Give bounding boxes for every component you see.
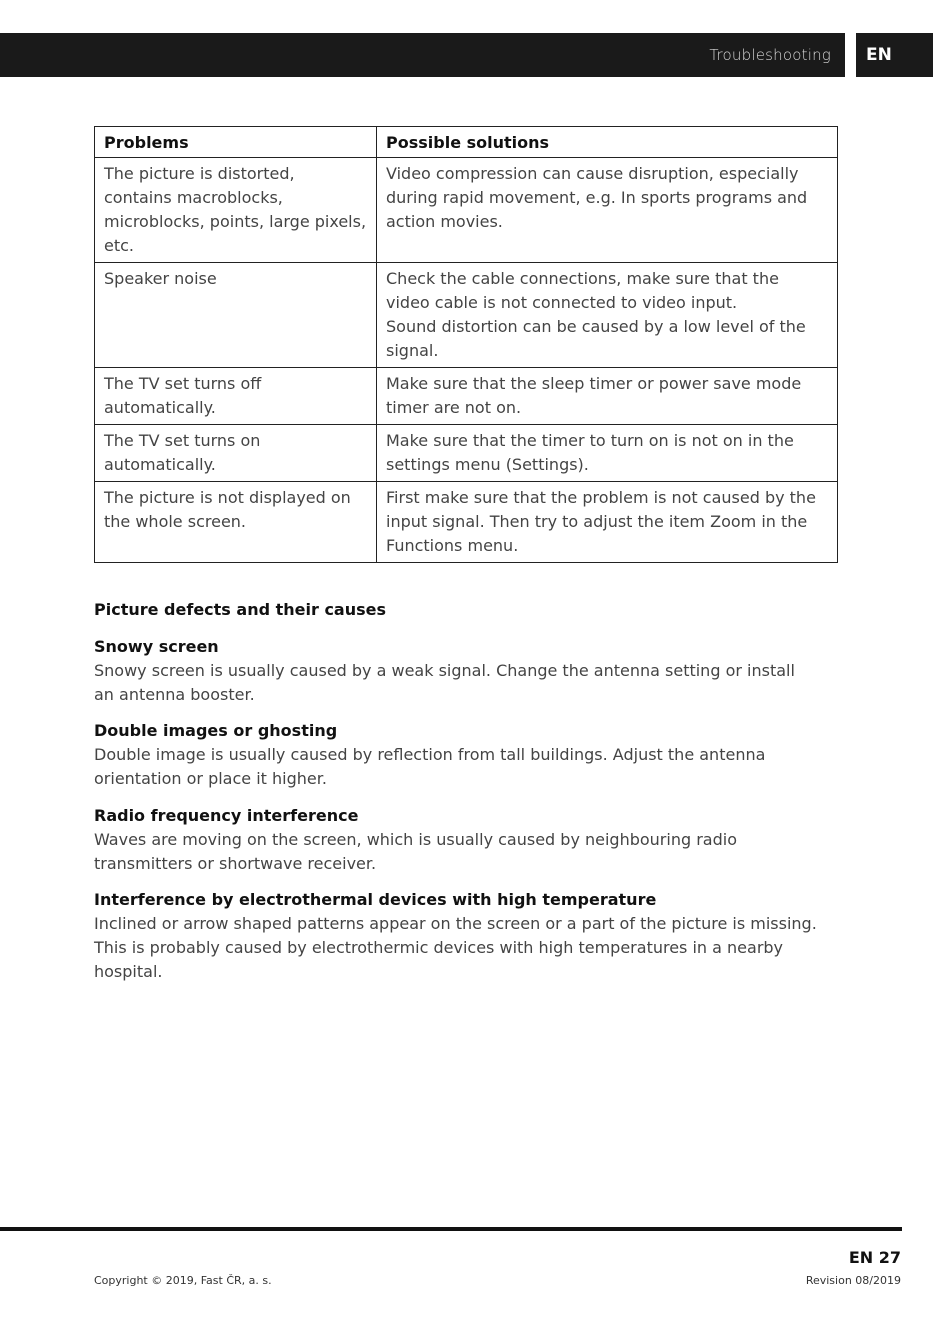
cell-line: The TV set turns off — [104, 374, 262, 393]
revision-text: Revision 08/2019 — [805, 1274, 901, 1287]
defect-line: transmitters or shortwave receiver. — [94, 854, 377, 873]
cell-line: action movies. — [386, 212, 503, 231]
cell-line: microblocks, points, large pixels, — [104, 212, 367, 231]
problem-cell — [95, 482, 377, 563]
cell-line: Make sure that the sleep timer or power save mode — [386, 374, 802, 393]
defect-line: This is probably caused by electrothermic devices with high temperatures in a nearby — [94, 938, 784, 957]
cell-line: Speaker noise — [104, 269, 217, 288]
cell-line: The picture is not displayed on — [104, 488, 351, 507]
cell-line: The picture is distorted, — [104, 164, 295, 183]
defects-title-block — [94, 598, 839, 622]
table-row — [95, 158, 838, 263]
cell-line: contains macroblocks, — [104, 188, 283, 207]
column-header-solutions: Possible solutions — [377, 127, 838, 158]
cell-line: during rapid movement, e.g. In sports programs and — [386, 188, 808, 207]
problem-cell — [95, 425, 377, 482]
defect-line: Waves are moving on the screen, which is usually caused by neighbouring radio — [94, 830, 737, 849]
cell-line: Sound distortion can be caused by a low level of the — [386, 317, 806, 336]
defect-heading: Interference by electrothermal devices with high temperature — [94, 890, 657, 909]
troubleshooting-table — [94, 126, 838, 563]
defect-line: hospital. — [94, 962, 163, 981]
defect-heading: Radio frequency interference — [94, 806, 359, 825]
cell-line: automatically. — [104, 398, 216, 417]
cell-line: Functions menu. — [386, 536, 519, 555]
problem-cell — [95, 368, 377, 425]
cell-line: First make sure that the problem is not caused by the — [386, 488, 816, 507]
cell-line: input signal. Then try to adjust the item Zoom in the — [386, 512, 808, 531]
defect-line: Double image is usually caused by reflection from tall buildings. Adjust the antenna — [94, 745, 766, 764]
page-number: EN 27 — [848, 1248, 901, 1267]
cell-line: automatically. — [104, 455, 216, 474]
cell-line: timer are not on. — [386, 398, 522, 417]
problem-cell — [95, 263, 377, 368]
copyright-text: Copyright © 2019, Fast ČR, a. s. — [94, 1274, 272, 1287]
cell-line: Check the cable connections, make sure that the — [386, 269, 779, 288]
cell-line: video cable is not connected to video input. — [386, 293, 738, 312]
solution-cell — [377, 263, 838, 368]
defect-line: orientation or place it higher. — [94, 769, 327, 788]
defect-double-images — [94, 719, 839, 791]
defect-electrothermal — [94, 888, 839, 984]
table-row — [95, 425, 838, 482]
defect-heading: Snowy screen — [94, 637, 219, 656]
solution-cell — [377, 482, 838, 563]
cell-line: settings menu (Settings). — [386, 455, 589, 474]
defect-line: Snowy screen is usually caused by a weak signal. Change the antenna setting or install — [94, 661, 795, 680]
table-row — [95, 482, 838, 563]
defect-line: an antenna booster. — [94, 685, 255, 704]
defect-radio-interference — [94, 804, 839, 876]
table-row — [95, 263, 838, 368]
header-bar — [0, 33, 845, 77]
table-header-row — [95, 127, 838, 158]
solution-cell — [377, 368, 838, 425]
cell-line: Video compression can cause disruption, especially — [386, 164, 799, 183]
cell-line: The TV set turns on — [104, 431, 261, 450]
problem-cell — [95, 158, 377, 263]
language-label: EN — [866, 45, 892, 65]
defect-snowy-screen — [94, 635, 839, 707]
solution-cell — [377, 425, 838, 482]
table-row — [95, 368, 838, 425]
column-header-problems: Problems — [95, 127, 377, 158]
section-title: Troubleshooting — [709, 46, 831, 64]
footer-divider — [0, 1227, 902, 1231]
defect-heading: Double images or ghosting — [94, 721, 338, 740]
cell-line: Make sure that the timer to turn on is not on in the — [386, 431, 794, 450]
language-badge — [856, 33, 933, 77]
cell-line: the whole screen. — [104, 512, 247, 531]
cell-line: etc. — [104, 236, 134, 255]
defect-line: Inclined or arrow shaped patterns appear on the screen or a part of the picture is missing. — [94, 914, 817, 933]
defects-section-title: Picture defects and their causes — [94, 600, 387, 619]
cell-line: signal. — [386, 341, 439, 360]
solution-cell — [377, 158, 838, 263]
